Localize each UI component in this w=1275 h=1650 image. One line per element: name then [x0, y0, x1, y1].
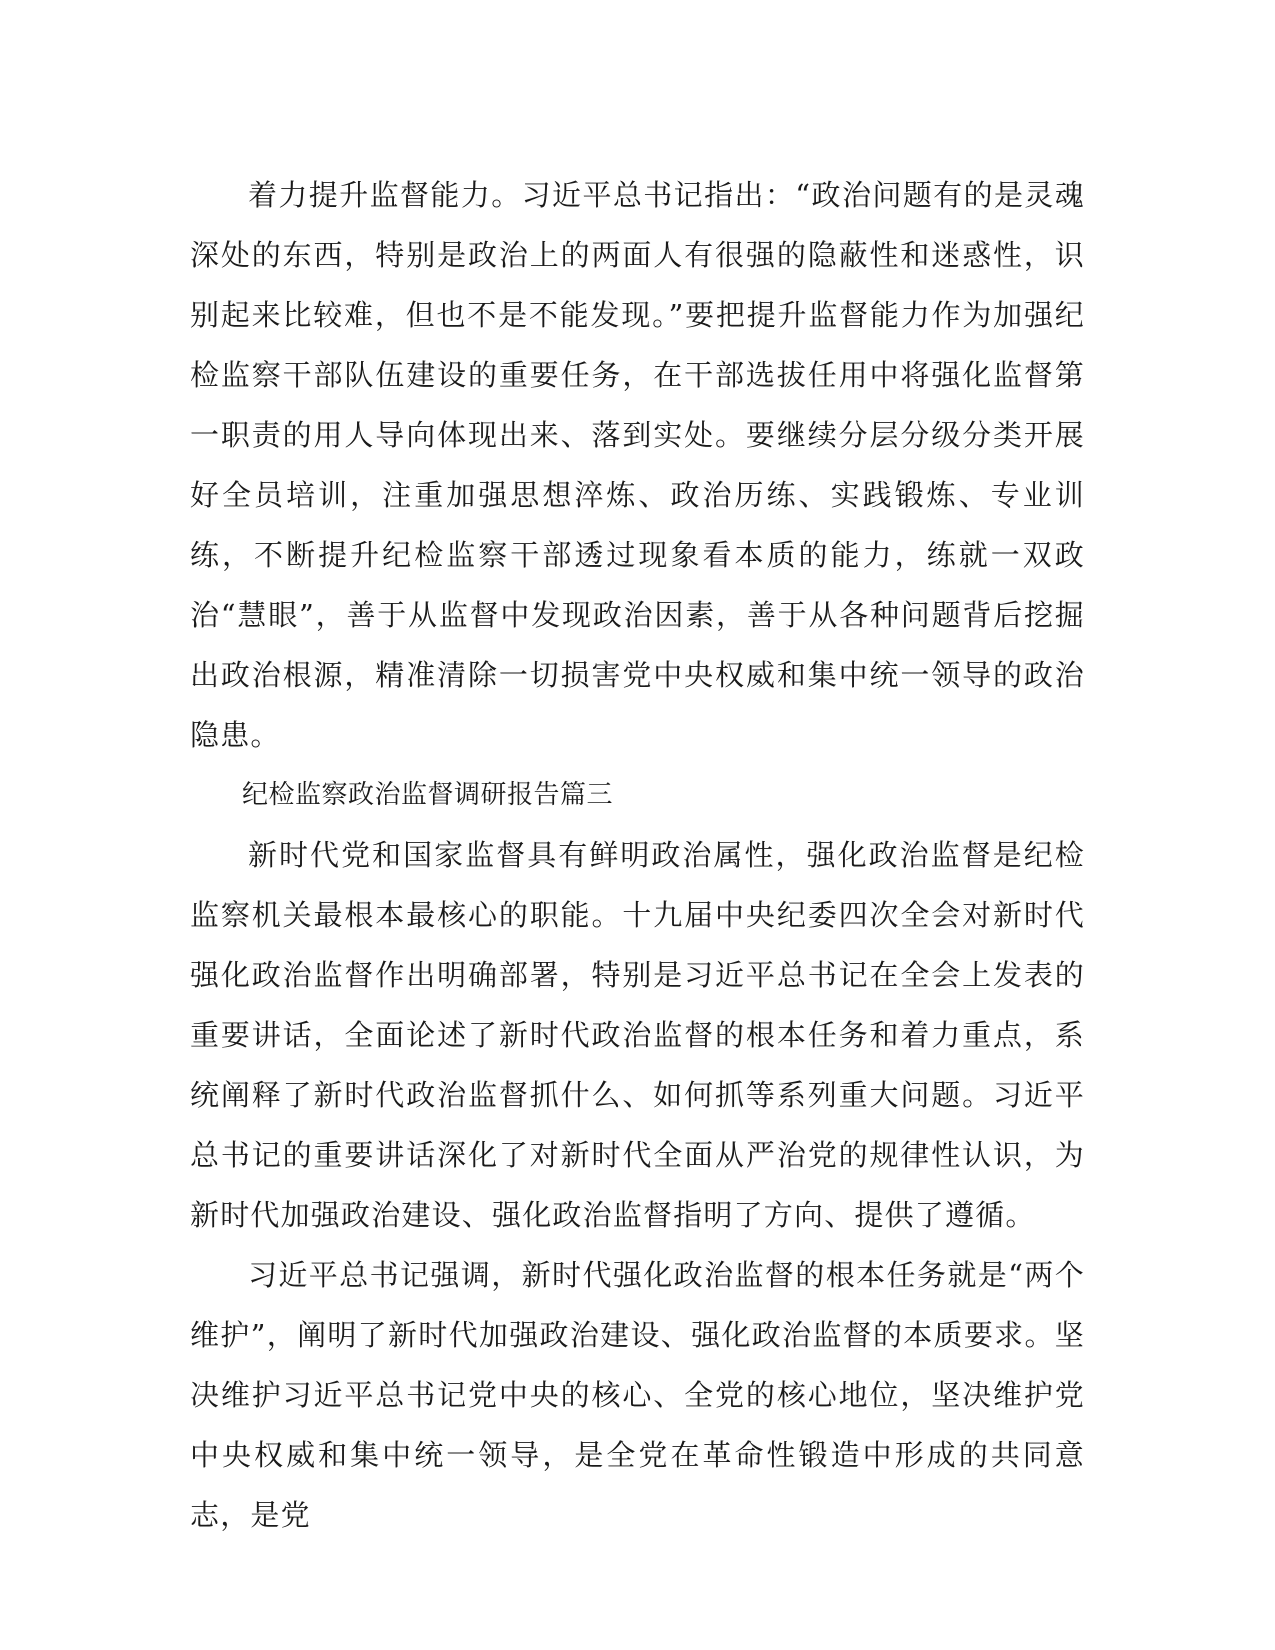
- paragraph-supervision-capability: 着力提升监督能力。习近平总书记指出：“政治问题有的是灵魂深处的东西，特别是政治上的两面人有很强的隐蔽性和迷惑性，识别起来比较难，但也不是不能发现。”要把提升监督能力作为加强纪检监察干部队伍建设的重要任务，在干部选拔任用中将强化监督第一职责的用人导向体现出来、落到实处。要继续分层分级分类开展好全员培训，注重加强思想淬炼、政治历练、实践锻炼、专业训练，不断提升纪检监察干部透过现象看本质的能力，练就一双政治“慧眼”，善于从监督中发现政治因素，善于从各种问题背后挖掘出政治根源，精准清除一切损害党中央权威和集中统一领导的政治隐患。: [190, 178, 1085, 752]
- document-body: [190, 165, 1085, 1545]
- paragraph-two-safeguards: 习近平总书记强调，新时代强化政治监督的根本任务就是“两个维护”，阐明了新时代加强政治建设、强化政治监督的本质要求。坚决维护习近平总书记党中央的核心、全党的核心地位，坚决维护党中央权威和集中统一领导，是全党在革命性锻造中形成的共同意志，是党: [190, 1258, 1085, 1532]
- paragraph-political-supervision: 新时代党和国家监督具有鲜明政治属性，强化政治监督是纪检监察机关最根本最核心的职能。十九届中央纪委四次全会对新时代强化政治监督作出明确部署，特别是习近平总书记在全会上发表的重要讲话，全面论述了新时代政治监督的根本任务和着力重点，系统阐释了新时代政治监督抓什么、如何抓等系列重大问题。习近平总书记的重要讲话深化了对新时代全面从严治党的规律性认识，为新时代加强政治建设、强化政治监督指明了方向、提供了遵循。: [190, 838, 1085, 1232]
- section-heading: 纪检监察政治监督调研报告篇三: [242, 780, 614, 810]
